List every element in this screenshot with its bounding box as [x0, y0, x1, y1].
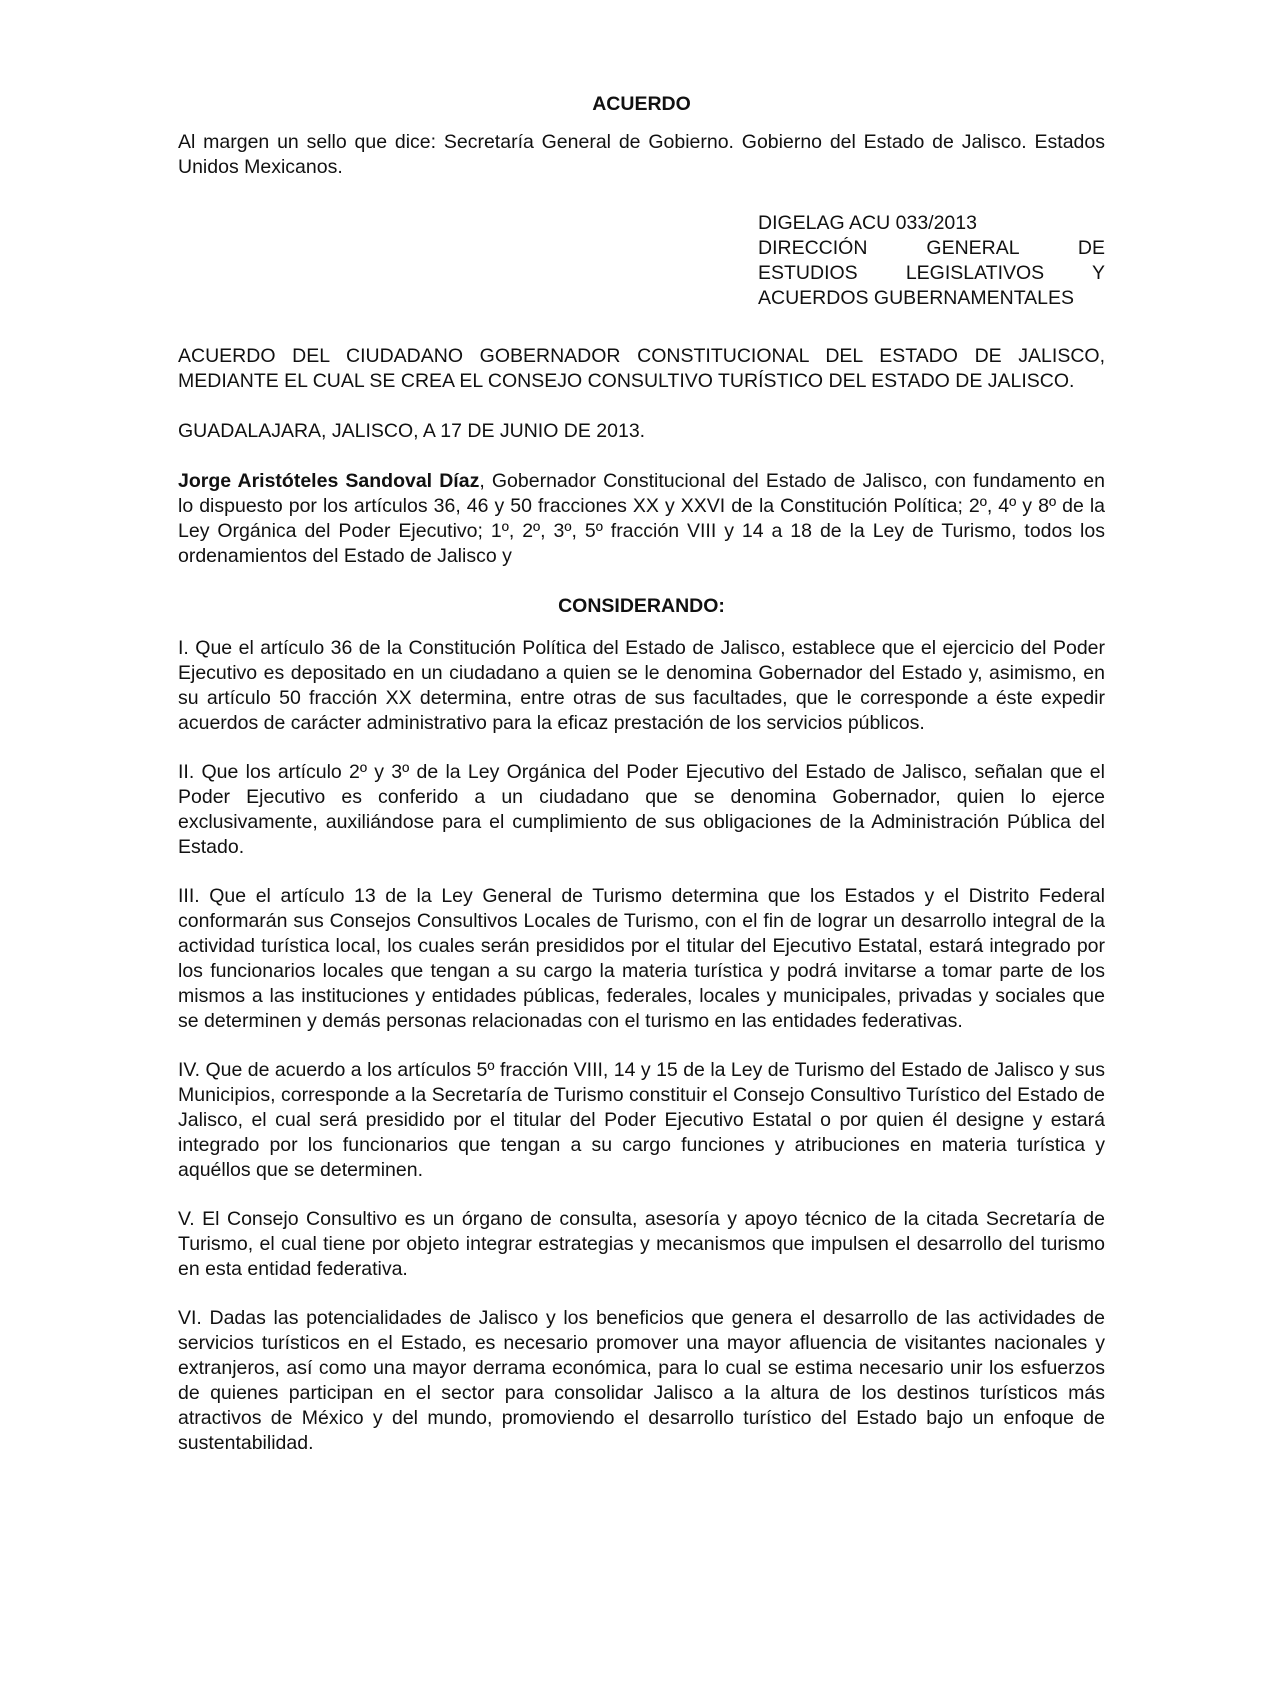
agreement-heading: ACUERDO DEL CIUDADANO GOBERNADOR CONSTITUCIONAL DEL ESTADO DE JALISCO, MEDIANTE EL CUAL SE CREA EL CONSEJO CONSULTIVO TURÍSTICO DEL ESTADO DE JALISCO. [178, 345, 1105, 392]
considerando-item: VI. Dadas las potencialidades de Jalisco y los beneficios que genera el desarrollo de las actividades de servicios turísticos en el Estado, es necesario promover una mayor afluencia de visitantes nacionales y extranjeros, así como una mayor derrama económica, para lo cual se estima necesario unir los esfuerzos de quienes participan en el sector para consolidar Jalisco a la altura de los destinos turísticos más atractivos de México y del mundo, promoviendo el desarrollo turístico del Estado bajo un enfoque de sustentabilidad. [178, 1307, 1105, 1454]
reference-line-3: ACUERDOS GUBERNAMENTALES [758, 287, 1075, 309]
document-title: ACUERDO [592, 93, 691, 115]
reference-line-2: ESTUDIOS LEGISLATIVOS Y [758, 262, 1105, 284]
reference-block [758, 211, 1105, 311]
reference-line-1: DIRECCIÓN GENERAL DE [758, 237, 1105, 259]
intro-text: , Gobernador Constitucional del Estado de Jalisco, con fundamento en lo dispuesto por los artículos 36, 46 y 50 fracciones XX y XXVI de la Constitución Política; 2º, 4º y 8º de la Ley Orgánica del Poder Ejecutivo; 1º, 2º, 3º, 5º fracción VIII y 14 a 18 de la Ley de Turismo, todos los ordenamientos del Estado de Jalisco y [178, 470, 1105, 567]
considerando-title: CONSIDERANDO: [558, 595, 725, 617]
intro-paragraph [178, 469, 1105, 569]
considerando-list [178, 636, 1105, 1456]
document-body [178, 92, 1105, 1456]
considerando-item: IV. Que de acuerdo a los artículos 5º fracción VIII, 14 y 15 de la Ley de Turismo del Estado de Jalisco y sus Municipios, corresponde a la Secretaría de Turismo constituir el Consejo Consultivo Turístico del Estado de Jalisco, el cual será presidido por el titular del Poder Ejecutivo Estatal o por quien él designe y estará integrado por los funcionarios que tengan a su cargo funciones y atribuciones en materia turística y aquéllos que se determinen. [178, 1059, 1105, 1181]
considerando-item: I. Que el artículo 36 de la Constitución Política del Estado de Jalisco, establece que el ejercicio del Poder Ejecutivo es depositado en un ciudadano a quien se le denomina Gobernador del Estado y, asimismo, en su artículo 50 fracción XX determina, entre otras de sus facultades, que le corresponde a éste expedir acuerdos de carácter administrativo para la eficaz prestación de los servicios públicos. [178, 637, 1105, 734]
considerando-item: III. Que el artículo 13 de la Ley General de Turismo determina que los Estados y el Distrito Federal conformarán sus Consejos Consultivos Locales de Turismo, con el fin de lograr un desarrollo integral de la actividad turística local, los cuales serán presididos por el titular del Ejecutivo Estatal, estará integrado por los funcionarios locales que tengan a su cargo la materia turística y podrá invitarse a tomar parte de los mismos a las instituciones y entidades públicas, federales, locales y municipales, privadas y sociales que se determinen y demás personas relacionadas con el turismo en las entidades federativas. [178, 885, 1105, 1032]
margin-note: Al margen un sello que dice: Secretaría General de Gobierno. Gobierno del Estado de Jalisco. Estados Unidos Mexicanos. [178, 131, 1105, 178]
reference-code: DIGELAG ACU 033/2013 [758, 212, 977, 234]
considerando-item: II. Que los artículo 2º y 3º de la Ley Orgánica del Poder Ejecutivo del Estado de Jalisco, señalan que el Poder Ejecutivo es conferido a un ciudadano que se denomina Gobernador, quien lo ejerce exclusivamente, auxiliándose para el cumplimiento de sus obligaciones de la Administración Pública del Estado. [178, 761, 1105, 858]
considerando-item: V. El Consejo Consultivo es un órgano de consulta, asesoría y apoyo técnico de la citada Secretaría de Turismo, el cual tiene por objeto integrar estrategias y mecanismos que impulsen el desarrollo del turismo en esta entidad federativa. [178, 1208, 1105, 1280]
place-date: GUADALAJARA, JALISCO, A 17 DE JUNIO DE 2013. [178, 420, 646, 442]
governor-name: Jorge Aristóteles Sandoval Díaz [178, 470, 480, 492]
